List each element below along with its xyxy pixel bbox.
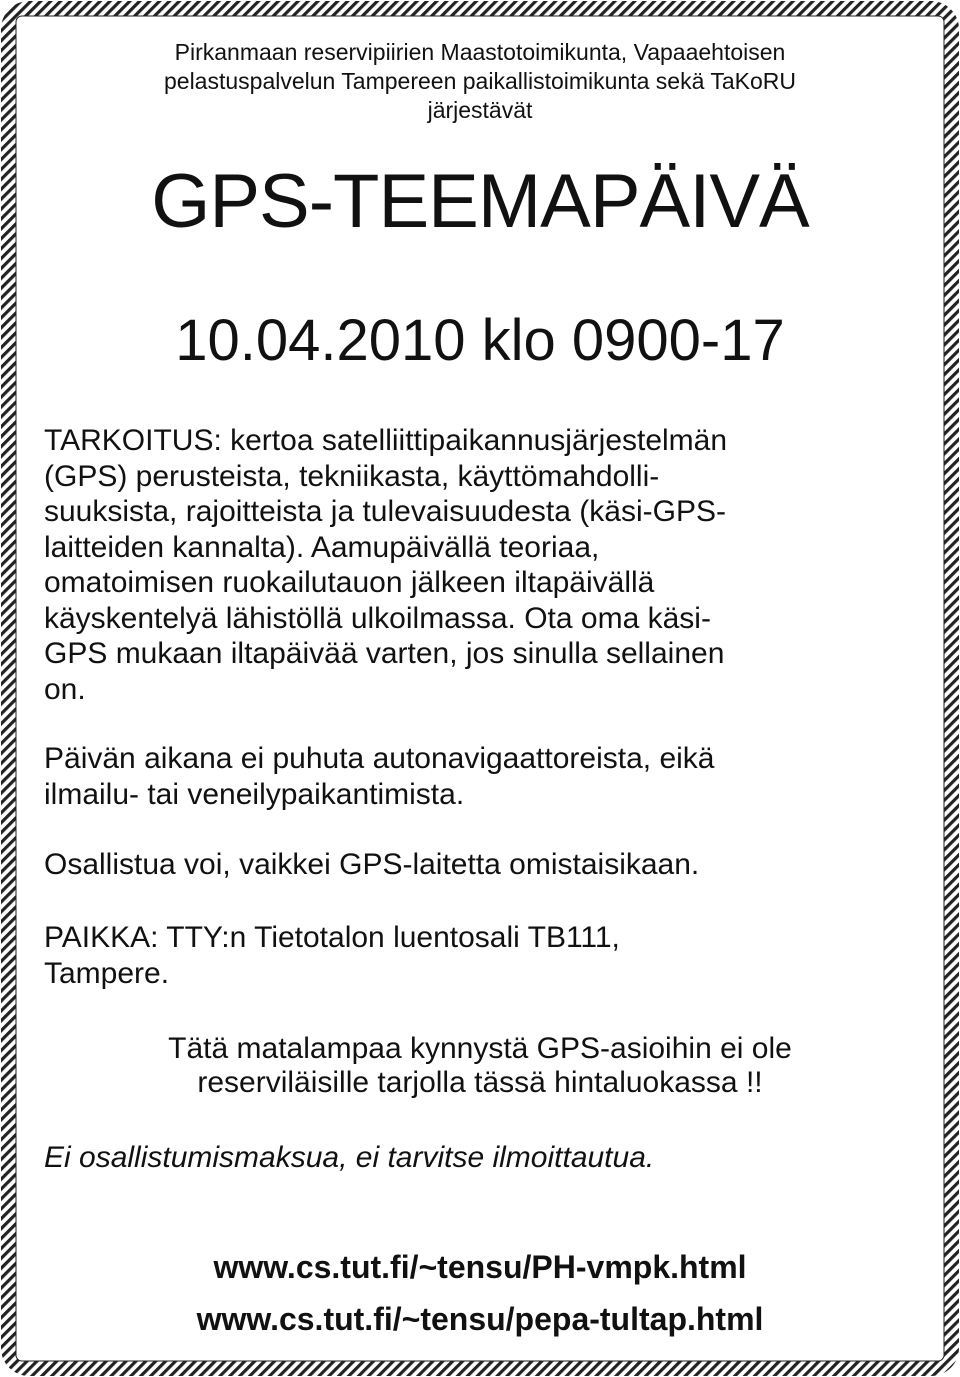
purpose-line: suuksista, rajoitteista ja tulevaisuudesta (käsi-GPS- <box>44 495 726 528</box>
place-paragraph <box>44 920 924 991</box>
purpose-line: laitteiden kannalta). Aamupäivällä teoriaa, <box>44 530 600 564</box>
purpose-line: omatoimisen ruokailutauon jälkeen iltapäivällä <box>44 566 655 599</box>
intro-line-2: pelastuspalvelun Tampereen paikallistoimikunta sekä TaKoRU <box>163 68 796 94</box>
place-line: PAIKKA: TTY:n Tietotalon luentosali TB111, <box>44 921 620 954</box>
intro-line-3: järjestävät <box>427 97 533 123</box>
link-ph-vmpk[interactable]: www.cs.tut.fi/~tensu/PH-vmpk.html <box>213 1249 747 1285</box>
event-datetime: 10.04.2010 klo 0900-17 <box>175 308 785 373</box>
offer-line-2: reserviläisille tarjolla tässä hintaluokassa !! <box>197 1066 763 1099</box>
nav-note-line: Päivän aikana ei puhuta autonavigaattoreista, eikä <box>44 742 715 775</box>
purpose-line: käyskentelyä lähistöllä ulkoilmassa. Ota oma käsi- <box>44 601 711 635</box>
intro-line-1: Pirkanmaan reservipiirien Maastotoimikunta, Vapaaehtoisen <box>174 39 786 65</box>
purpose-line: on. <box>44 672 86 706</box>
fee-note: Ei osallistumismaksua, ei tarvitse ilmoittautua. <box>44 1141 655 1174</box>
offer-line-1: Tätä matalampaa kynnystä GPS-asioihin ei ole <box>168 1032 792 1065</box>
offer-paragraph <box>40 1032 920 1100</box>
purpose-line: (GPS) perusteista, tekniikasta, käyttömahdolli- <box>44 459 660 493</box>
event-title: GPS-TEEMAPÄIVÄ <box>151 159 809 244</box>
organizers-intro <box>40 38 920 125</box>
place-line: Tampere. <box>44 956 170 990</box>
participation-note: Osallistua voi, vaikkei GPS-laitetta omistaisikaan. <box>44 848 700 881</box>
purpose-paragraph <box>44 423 924 707</box>
nav-note-line: ilmailu- tai veneilypaikantimista. <box>44 777 465 811</box>
link-pepa-tultap[interactable]: www.cs.tut.fi/~tensu/pepa-tultap.html <box>196 1301 764 1337</box>
purpose-line: TARKOITUS: kertoa satelliittipaikannusjärjestelmän <box>44 424 728 457</box>
navigation-note-paragraph <box>44 741 924 812</box>
purpose-line: GPS mukaan iltapäivää varten, jos sinulla sellainen <box>44 637 725 670</box>
